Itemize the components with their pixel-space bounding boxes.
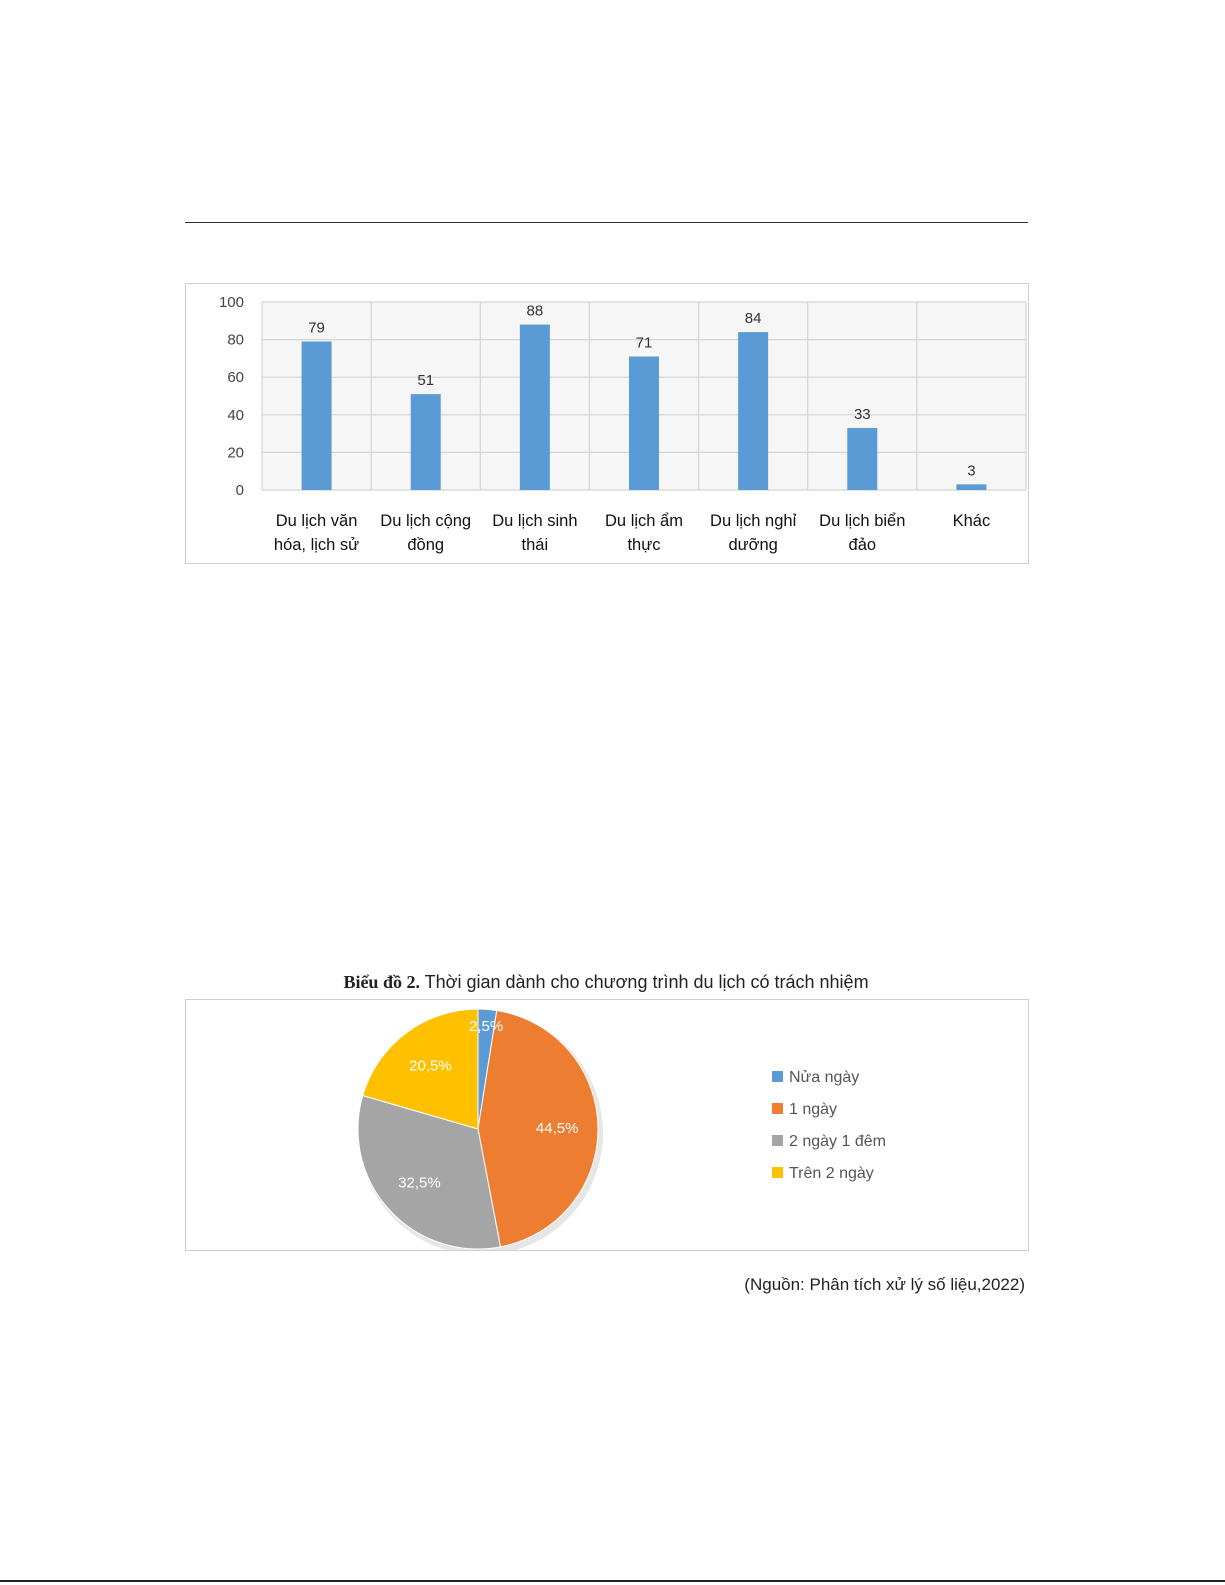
x-tick-label: đồng <box>407 536 445 554</box>
legend-swatch <box>772 1167 783 1178</box>
data-label: 79 <box>308 319 325 337</box>
bottom-rule <box>0 1580 1225 1582</box>
pie-title-text: Thời gian dành cho chương trình du lịch có trách nhiệm <box>424 972 869 992</box>
x-tick-label: Du lịch sinh <box>492 512 578 530</box>
slice-label: 20,5% <box>409 1057 452 1075</box>
data-label: 84 <box>744 310 762 328</box>
pie-chart <box>185 999 1029 1251</box>
pie-title-lead: Biểu đồ 2. <box>343 972 420 992</box>
x-tick-label: Du lịch văn <box>275 512 358 530</box>
legend-label: Trên 2 ngày <box>789 1165 874 1182</box>
x-tick-label: Du lịch cộng <box>380 512 472 530</box>
legend-label: 2 ngày 1 đêm <box>789 1133 886 1150</box>
legend-label: Nửa ngày <box>789 1069 860 1086</box>
y-tick-label: 100 <box>218 294 244 311</box>
data-label: 88 <box>526 302 544 320</box>
bar <box>302 341 332 490</box>
data-label: 3 <box>967 462 976 480</box>
y-tick-label: 60 <box>227 369 244 387</box>
source-note: (Nguồn: Phân tích xử lý số liệu,2022) <box>744 1275 1025 1294</box>
y-tick-label: 20 <box>227 444 244 462</box>
data-label: 71 <box>635 334 653 352</box>
data-label: 51 <box>417 372 435 390</box>
slice-label: 2,5% <box>468 1018 504 1036</box>
y-tick-label: 40 <box>227 406 244 424</box>
bar <box>738 332 768 490</box>
bar-chart-svg <box>186 284 1028 563</box>
x-tick-label: thực <box>627 536 661 554</box>
legend-swatch <box>772 1103 783 1114</box>
x-tick-label: hóa, lịch sử <box>273 536 360 554</box>
slice-label: 32,5% <box>398 1174 441 1192</box>
pie-chart-title <box>185 972 1027 993</box>
y-tick-label: 0 <box>235 482 244 499</box>
slice-label: 44,5% <box>535 1119 579 1137</box>
bar <box>956 484 986 490</box>
x-tick-label: dưỡng <box>728 536 778 554</box>
bar <box>411 394 441 490</box>
pie-chart-svg <box>186 1000 1028 1250</box>
x-tick-label: thái <box>521 536 549 554</box>
legend-label: 1 ngày <box>789 1101 838 1118</box>
y-tick-label: 80 <box>227 331 244 349</box>
legend-swatch <box>772 1135 783 1146</box>
x-tick-label: Du lịch biển <box>819 512 906 530</box>
bar <box>520 325 550 490</box>
bar <box>847 428 877 490</box>
legend-swatch <box>772 1071 783 1082</box>
data-label: 33 <box>853 405 871 423</box>
x-tick-label: Khác <box>952 512 991 530</box>
x-tick-label: đảo <box>848 536 877 554</box>
x-tick-label: Du lịch ẩm <box>605 512 683 530</box>
bar <box>629 357 659 490</box>
top-rule <box>185 222 1028 223</box>
x-tick-label: Du lịch nghỉ <box>710 512 797 530</box>
bar-chart <box>185 283 1029 564</box>
